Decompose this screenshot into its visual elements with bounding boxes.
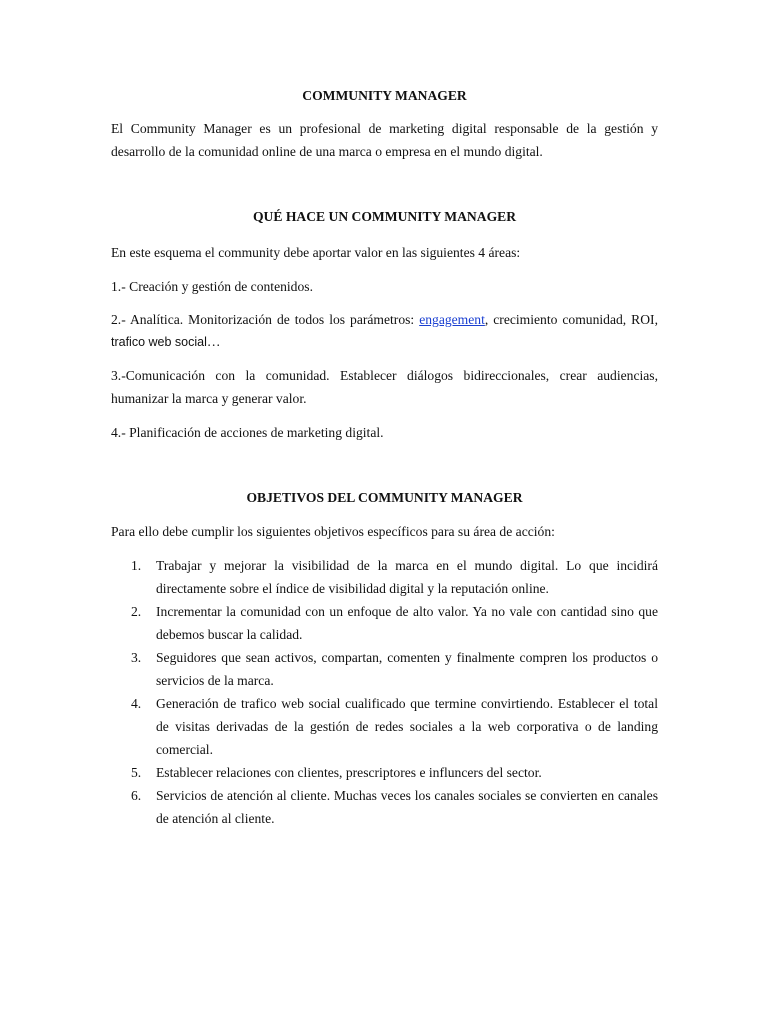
area-item-4: 4.- Planificación de acciones de marketing digital. bbox=[111, 425, 384, 440]
list-item-number: 3. bbox=[131, 650, 142, 665]
list-item bbox=[111, 646, 658, 692]
area-item-3: 3.-Comunicación con la comunidad. Establecer diálogos bidireccionales, crear audiencias, humanizar la marca y generar valor. bbox=[111, 368, 658, 406]
list-item-text: Servicios de atención al cliente. Muchas veces los canales sociales se convierten en canales de atención al cliente. bbox=[156, 788, 658, 826]
list-item-text: Generación de trafico web social cualificado que termine convirtiendo. Establecer el total de visitas derivadas de la gestión de redes sociales a la web corporativa o de landing comercial. bbox=[156, 696, 658, 757]
area-2-prefix: 2.- Analítica. Monitorización de todos los parámetros: bbox=[111, 312, 420, 327]
engagement-link[interactable]: engagement bbox=[419, 312, 485, 327]
area-item-2 bbox=[111, 309, 658, 353]
list-item bbox=[111, 554, 658, 600]
area-2-tail: trafico web social bbox=[111, 335, 207, 349]
list-item-number: 1. bbox=[131, 558, 142, 573]
areas-lead: En este esquema el community debe aportar valor en las siguientes 4 áreas: bbox=[111, 245, 521, 260]
section-heading-what: QUÉ HACE UN COMMUNITY MANAGER bbox=[252, 209, 517, 224]
list-item bbox=[111, 600, 658, 646]
intro-paragraph: El Community Manager es un profesional de marketing digital responsable de la gestión y desarrollo de la comunidad online de una marca o empresa en el mundo digital. bbox=[111, 121, 658, 159]
list-item-number: 6. bbox=[131, 788, 142, 803]
list-item-number: 5. bbox=[131, 765, 142, 780]
list-item bbox=[111, 761, 658, 784]
section-heading-objectives: OBJETIVOS DEL COMMUNITY MANAGER bbox=[246, 490, 523, 505]
list-item bbox=[111, 692, 658, 761]
list-item-text: Establecer relaciones con clientes, prescriptores e influncers del sector. bbox=[156, 765, 542, 780]
objectives-lead: Para ello debe cumplir los siguientes objetivos específicos para su área de acción: bbox=[111, 524, 555, 539]
document-page bbox=[111, 84, 658, 830]
document-title: COMMUNITY MANAGER bbox=[302, 88, 467, 103]
area-item-1: 1.- Creación y gestión de contenidos. bbox=[111, 279, 313, 294]
list-item-number: 4. bbox=[131, 696, 142, 711]
objectives-list bbox=[111, 554, 658, 830]
area-2-ellipsis: … bbox=[206, 334, 221, 349]
area-2-suffix: , crecimiento comunidad, ROI, bbox=[484, 312, 658, 327]
list-item bbox=[111, 784, 658, 830]
list-item-text: Seguidores que sean activos, compartan, comenten y finalmente compren los productos o servicios de la marca. bbox=[156, 650, 658, 688]
list-item-number: 2. bbox=[131, 604, 142, 619]
list-item-text: Incrementar la comunidad con un enfoque de alto valor. Ya no vale con cantidad sino que debemos buscar la calidad. bbox=[156, 604, 658, 642]
list-item-text: Trabajar y mejorar la visibilidad de la marca en el mundo digital. Lo que incidirá directamente sobre el índice de visibilidad digital y la reputación online. bbox=[156, 558, 658, 596]
